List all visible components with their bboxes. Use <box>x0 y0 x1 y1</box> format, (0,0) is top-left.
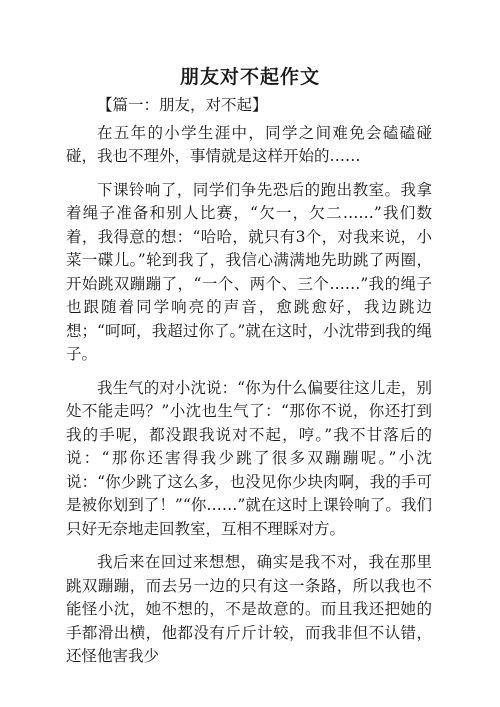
paragraph-4: 我后来在回过来想想，确实是我不对，我在那里跳双蹦蹦，而去另一边的只有这一条路，所以我也不能怪小沈，她不想的，不是故意的。而且我还把她的手都滑出横，他都没有斤斤计较，而我非但不认错，还怪他害我少 <box>66 553 432 665</box>
section-heading: 【篇一：朋友，对不起】 <box>97 96 268 114</box>
paragraph-2: 下课铃响了，同学们争先恐后的跑出教室。我拿着绳子准备和别人比赛，“欠一，欠二……”我们数着，我得意的想：“哈哈，就只有3个，对我来说，小菜一碟儿。”轮到我了，我信心满满地先助跳了两圈，开始跳双蹦蹦了，“一个、两个、三个……”我的绳子也跟随着同学响亮的声音，愈跳愈好，我边跳边想；“呵呵，我超过你了。”就在这时，小沈带到我的绳子。 <box>66 180 432 363</box>
document-body <box>66 94 432 679</box>
document-title: 朋友对不起作文 <box>179 66 320 88</box>
paragraph-3: 我生气的对小沈说：“你为什么偏要往这儿走，别处不能走吗？”小沈也生气了：“那你不说，你还打到我的手呢，都没跟我说对不起，哼。”我不甘落后的说：“那你还害得我少跳了很多双蹦蹦呢。”小沈说：“你少跳了这么多，也没见你少块肉啊，我的手可是被你划到了！”“你……”就在这时上课铃响了。我们只好无奈地走回教室，互相不理睬对方。 <box>66 378 432 538</box>
paragraph-1: 在五年的小学生涯中，同学之间难免会磕磕碰碰，我也不理外，事情就是这样开始的…… <box>66 123 432 165</box>
